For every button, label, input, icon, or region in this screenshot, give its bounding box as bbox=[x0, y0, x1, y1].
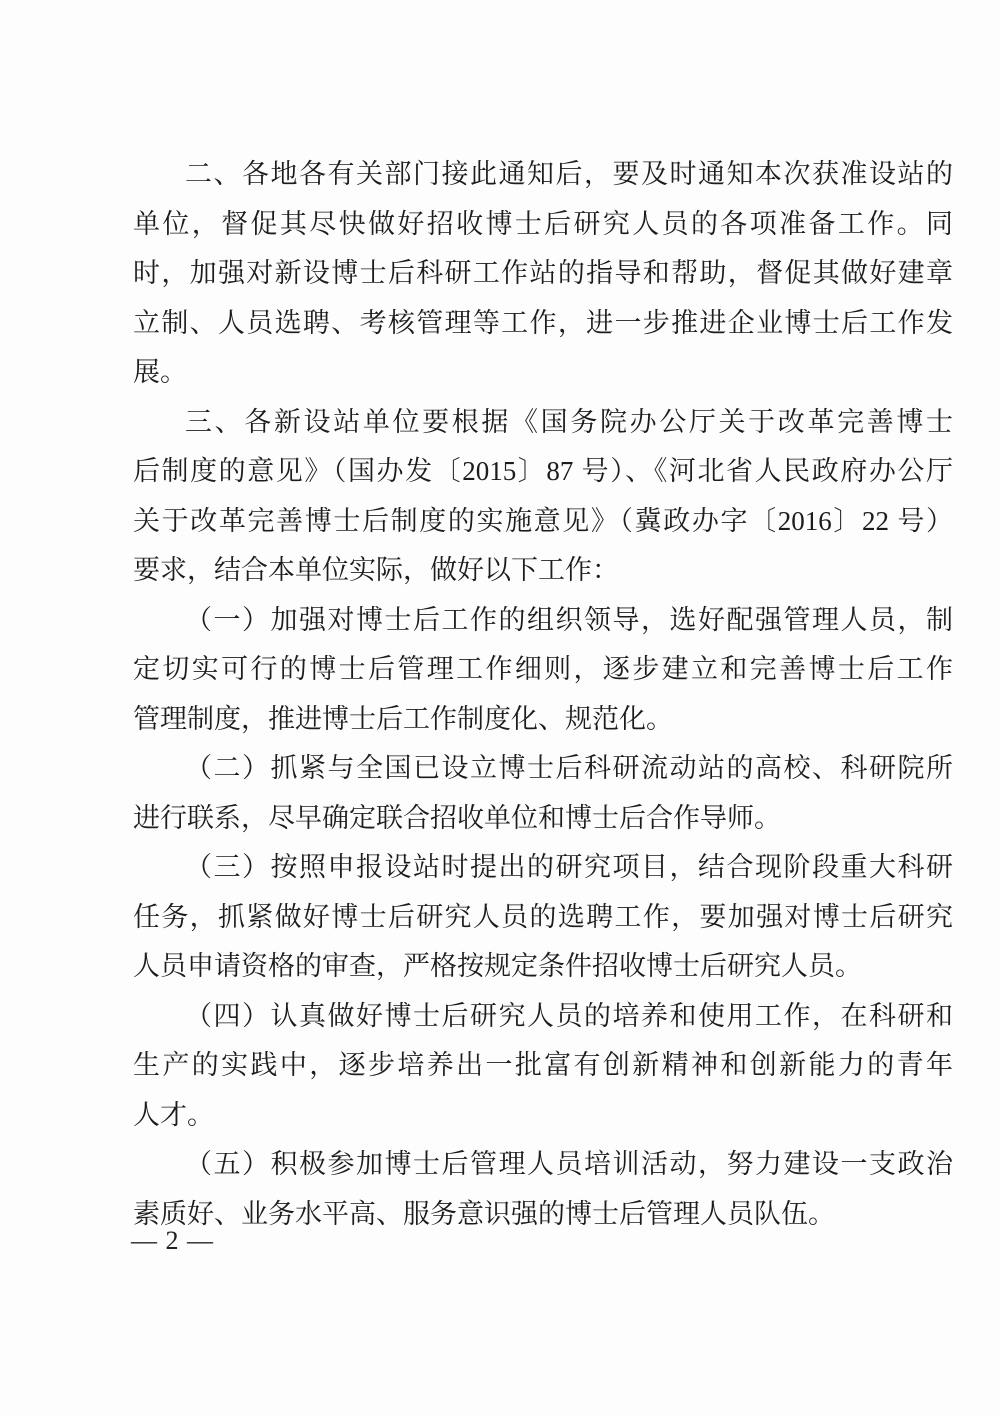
text-line: 管理制度，推进博士后工作制度化、规范化。 bbox=[133, 703, 673, 734]
text-line: 二、各地各有关部门接此通知后，要及时通知本次获准设站的 bbox=[185, 159, 953, 189]
text-line: 进行联系，尽早确定联合招收单位和博士后合作导师。 bbox=[133, 802, 781, 833]
text-line: 关于改革完善博士后制度的实施意见》（冀政办字〔2016〕22 号） bbox=[133, 505, 953, 536]
text-line: 要求，结合本单位实际，做好以下工作： bbox=[133, 555, 619, 585]
text-line: （三）按照申报设站时提出的研究项目，结合现阶段重大科研 bbox=[185, 852, 953, 882]
paragraph bbox=[133, 150, 953, 398]
paragraph bbox=[133, 596, 953, 745]
paragraph bbox=[133, 992, 953, 1141]
text-line: 定切实可行的博士后管理工作细则，逐步建立和完善博士后工作 bbox=[133, 654, 953, 684]
text-line: 时，加强对新设博士后科研工作站的指导和帮助，督促其做好建章 bbox=[133, 258, 953, 288]
text-line: （二）抓紧与全国已设立博士后科研流动站的高校、科研院所 bbox=[185, 753, 953, 783]
paragraph bbox=[133, 398, 953, 596]
text-line: （五）积极参加博士后管理人员培训活动，努力建设一支政治 bbox=[185, 1149, 953, 1179]
text-line: 三、各新设站单位要根据《国务院办公厅关于改革完善博士 bbox=[185, 406, 953, 437]
text-line: 素质好、业务水平高、服务意识强的博士后管理人员队伍。 bbox=[133, 1198, 835, 1229]
text-line: 立制、人员选聘、考核管理等工作，进一步推进企业博士后工作发 bbox=[133, 307, 953, 338]
text-line: 后制度的意见》（国办发〔2015〕87 号）、《河北省人民政府办公厅 bbox=[133, 456, 953, 486]
paragraph bbox=[133, 1140, 953, 1239]
page-number: — 2 — bbox=[131, 1226, 214, 1255]
paragraph bbox=[133, 744, 953, 843]
text-line: 人员申请资格的审查，严格按规定条件招收博士后研究人员。 bbox=[133, 951, 862, 981]
document-body bbox=[133, 150, 953, 1239]
text-line: 生产的实践中，逐步培养出一批富有创新精神和创新能力的青年 bbox=[133, 1050, 953, 1080]
paragraph bbox=[133, 843, 953, 992]
text-line: 人才。 bbox=[133, 1099, 214, 1130]
text-line: （一）加强对博士后工作的组织领导，选好配强管理人员，制 bbox=[185, 604, 953, 635]
text-line: 展。 bbox=[133, 357, 187, 387]
text-line: 任务，抓紧做好博士后研究人员的选聘工作，要加强对博士后研究 bbox=[133, 901, 953, 932]
text-line: 单位，督促其尽快做好招收博士后研究人员的各项准备工作。同 bbox=[133, 208, 953, 239]
text-line: （四）认真做好博士后研究人员的培养和使用工作，在科研和 bbox=[185, 1000, 953, 1031]
